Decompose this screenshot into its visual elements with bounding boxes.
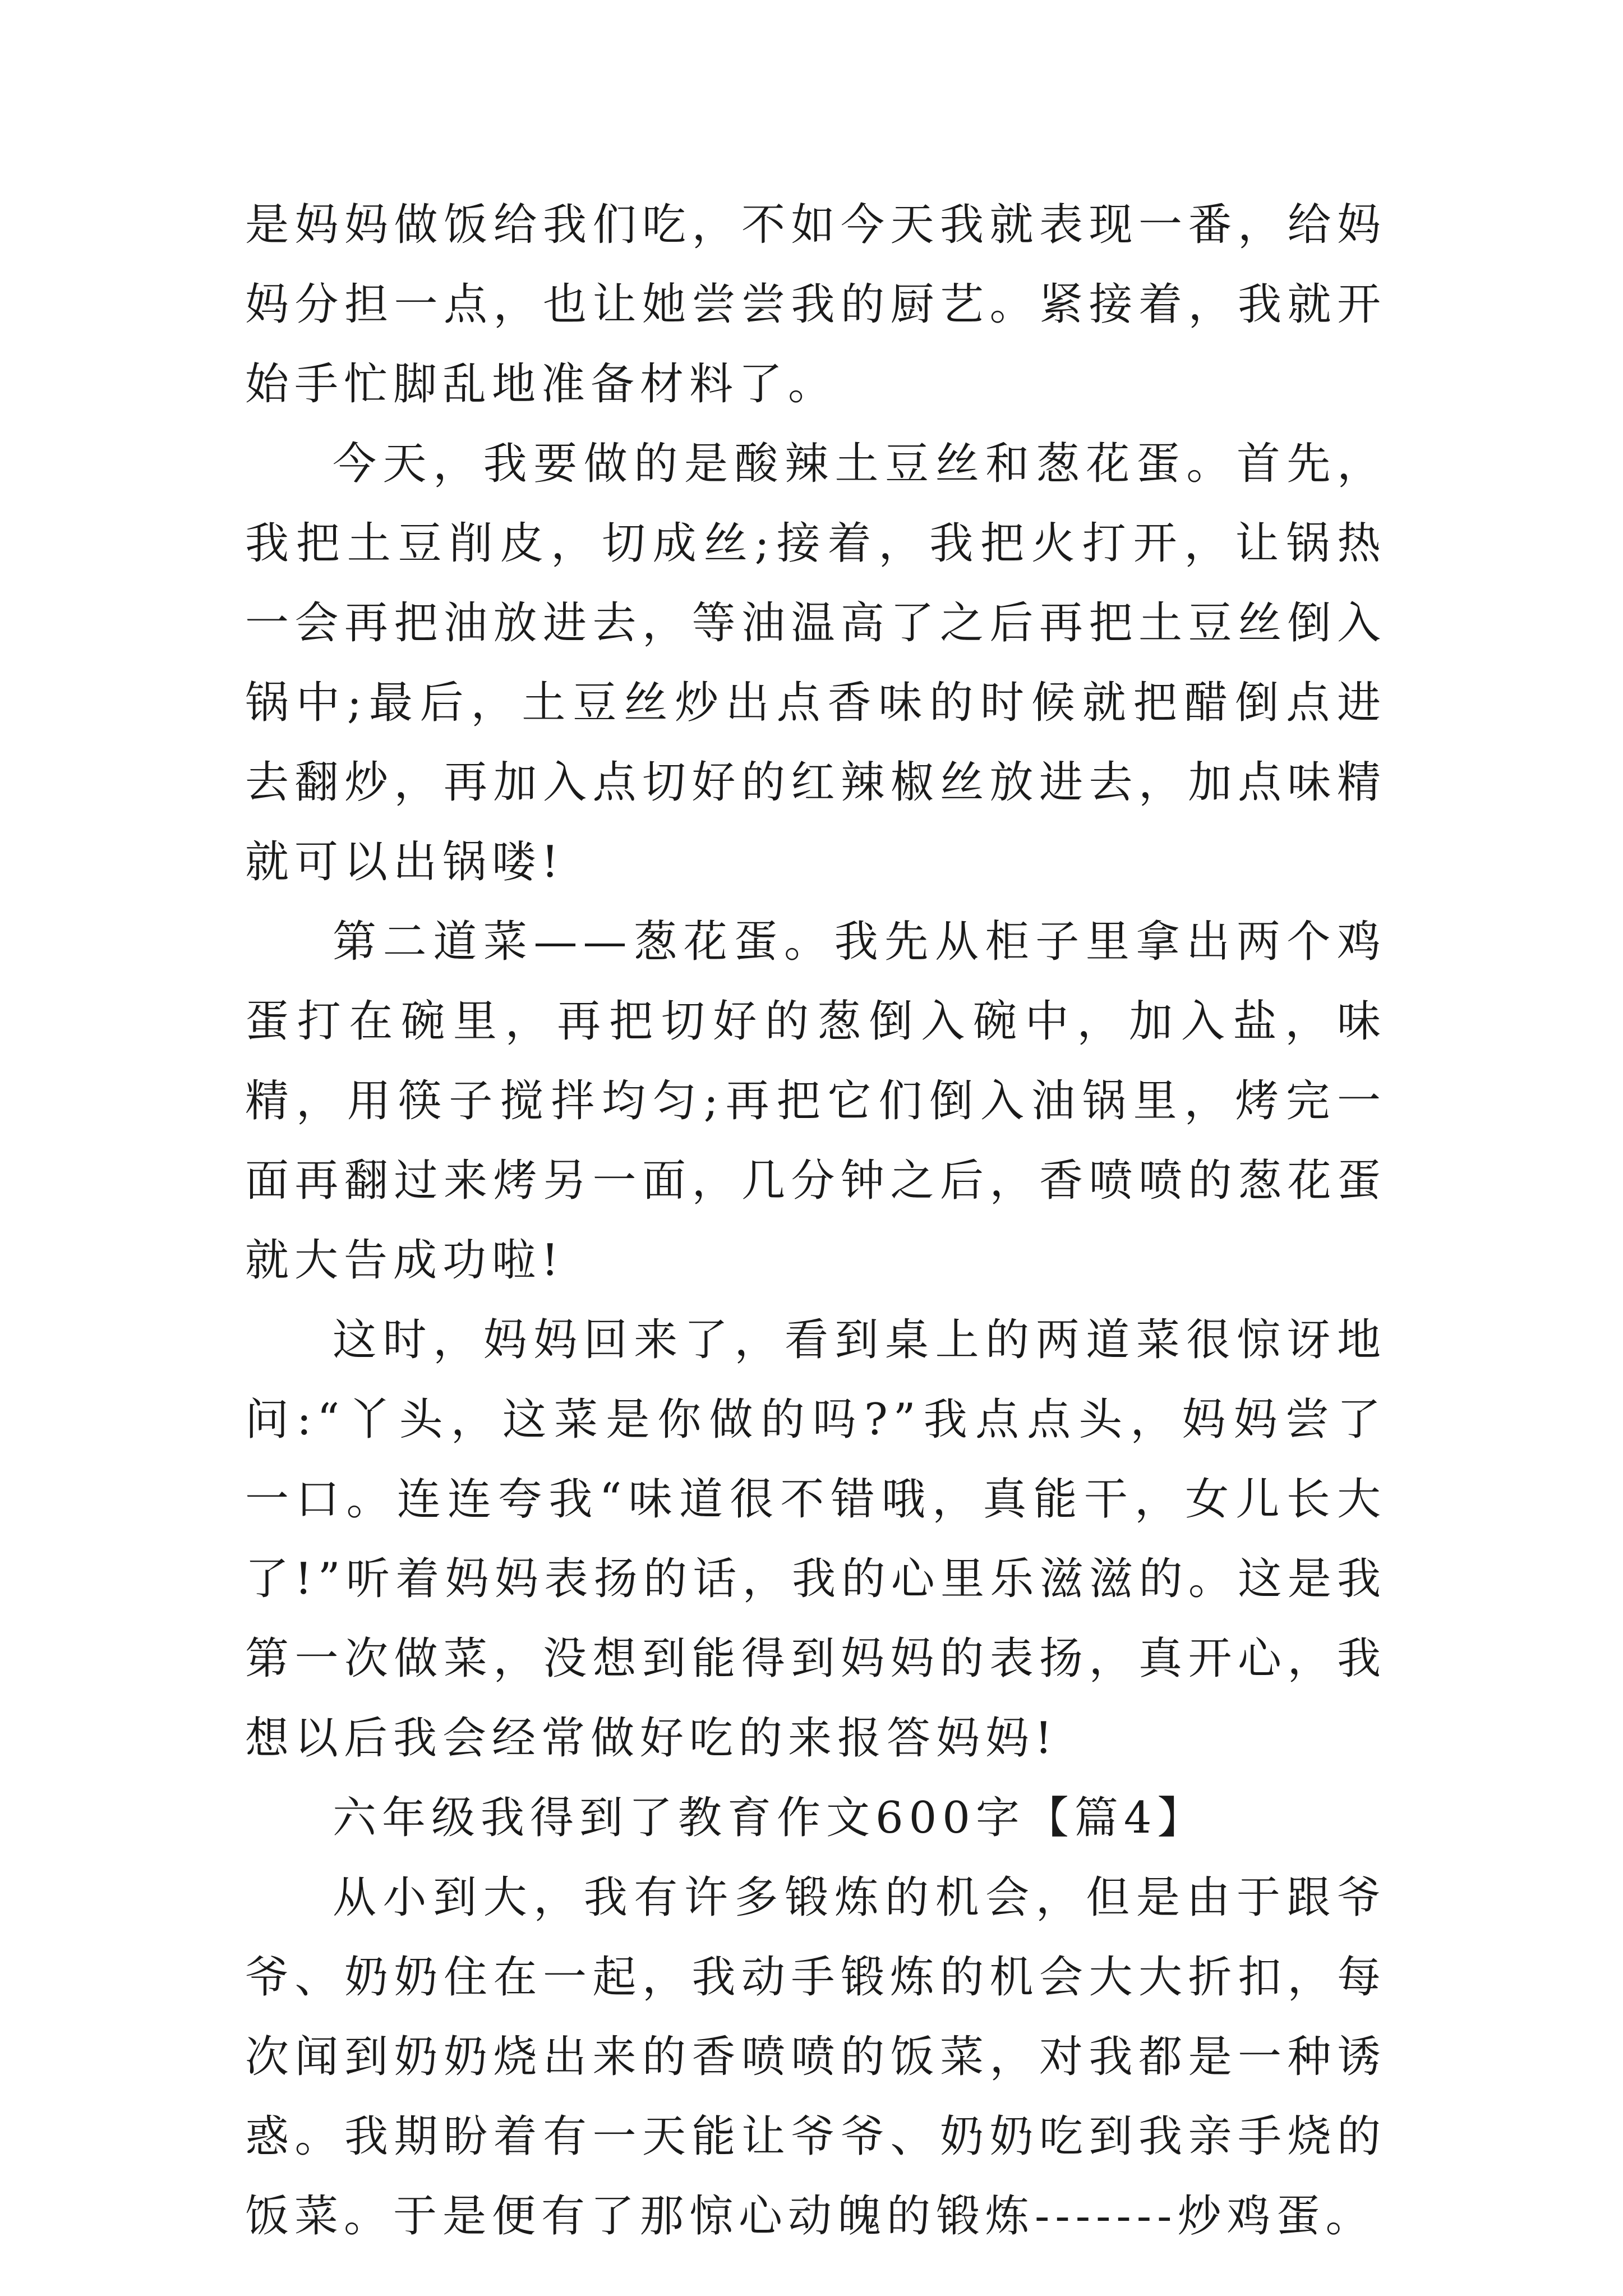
paragraph-2: 今天，我要做的是酸辣土豆丝和葱花蛋。首先，我把土豆削皮，切成丝;接着，我把火打开，让锅热一会再把油放进去，等油温高了之后再把土豆丝倒入锅中;最后，土豆丝炒出点香味的时候就把醋倒点进去翻炒，再加入点切好的红辣椒丝放进去，加点味精就可以出锅喽! — [245, 439, 1386, 887]
paragraph-5: 从小到大，我有许多锻炼的机会，但是由于跟爷爷、奶奶住在一起，我动手锻炼的机会大大折扣，每次闻到奶奶烧出来的香喷喷的饭菜，对我都是一种诱惑。我期盼着有一天能让爷爷、奶奶吃到我亲手烧的饭菜。于是便有了那惊心动魄的锻炼-------炒鸡蛋。 — [245, 1872, 1386, 2242]
body-text — [245, 185, 1386, 2256]
section-heading: 六年级我得到了教育作文600字【篇4】 — [333, 1793, 1207, 1843]
paragraph-4: 这时，妈妈回来了，看到桌上的两道菜很惊讶地问:“丫头，这菜是你做的吗?”我点点头，妈妈尝了一口。连连夸我“味道很不错哦，真能干，女儿长大了!”听着妈妈表扬的话，我的心里乐滋滋的。这是我第一次做菜，没想到能得到妈妈的表扬，真开心，我想以后我会经常做好吃的来报答妈妈! — [245, 1315, 1386, 1764]
paragraph-3: 第二道菜——葱花蛋。我先从柜子里拿出两个鸡蛋打在碗里，再把切好的葱倒入碗中，加入盐，味精，用筷子搅拌均匀;再把它们倒入油锅里，烤完一面再翻过来烤另一面，几分钟之后，香喷喷的葱花蛋就大告成功啦! — [245, 917, 1386, 1286]
paragraph-1: 是妈妈做饭给我们吃，不如今天我就表现一番，给妈妈分担一点，也让她尝尝我的厨艺。紧接着，我就开始手忙脚乱地准备材料了。 — [245, 200, 1386, 409]
